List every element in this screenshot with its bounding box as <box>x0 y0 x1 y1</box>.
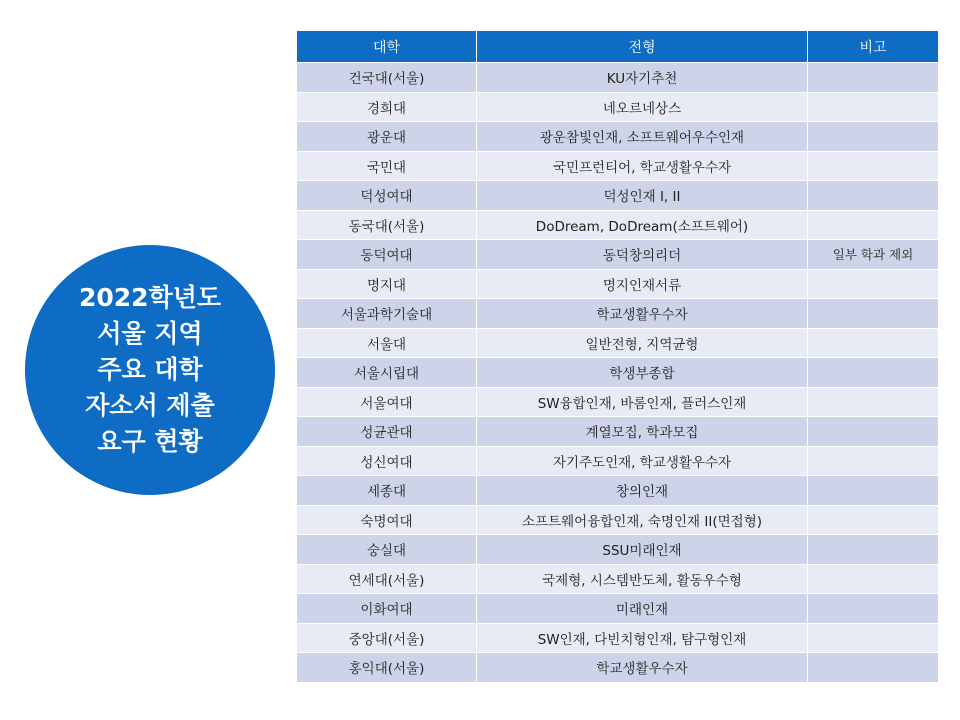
cell-admission-type: SSU미래인재 <box>477 535 808 565</box>
header-admission-type: 전형 <box>477 31 808 63</box>
cell-admission-type: KU자기추천 <box>477 63 808 93</box>
table-row <box>297 328 939 358</box>
cell-remarks <box>808 122 939 152</box>
cell-admission-type: 국제형, 시스템반도체, 활동우수형 <box>477 564 808 594</box>
cell-admission-type: 학교생활우수자 <box>477 299 808 329</box>
cell-remarks <box>808 151 939 181</box>
table-row <box>297 63 939 93</box>
title-circle <box>25 245 275 495</box>
header-university: 대학 <box>297 31 477 63</box>
table-row <box>297 446 939 476</box>
cell-university: 세종대 <box>297 476 477 506</box>
table-row <box>297 417 939 447</box>
table-row <box>297 594 939 624</box>
cell-university: 명지대 <box>297 269 477 299</box>
table-row <box>297 564 939 594</box>
cell-admission-type: 동덕창의리더 <box>477 240 808 270</box>
cell-remarks <box>808 623 939 653</box>
table-row <box>297 122 939 152</box>
cell-remarks <box>808 269 939 299</box>
cell-remarks <box>808 535 939 565</box>
cell-admission-type: 덕성인재 I, II <box>477 181 808 211</box>
cell-university: 서울시립대 <box>297 358 477 388</box>
cell-university: 숙명여대 <box>297 505 477 535</box>
cell-remarks <box>808 417 939 447</box>
table-row <box>297 299 939 329</box>
cell-university: 동국대(서울) <box>297 210 477 240</box>
title-line: 서울 지역 <box>97 319 203 348</box>
table-header-row <box>297 31 939 63</box>
table-row <box>297 92 939 122</box>
table-row <box>297 210 939 240</box>
cell-remarks <box>808 358 939 388</box>
table-row <box>297 181 939 211</box>
cell-university: 홍익대(서울) <box>297 653 477 683</box>
cell-university: 서울대 <box>297 328 477 358</box>
table-row <box>297 476 939 506</box>
cell-admission-type: 일반전형, 지역균형 <box>477 328 808 358</box>
cell-admission-type: 소프트웨어융합인재, 숙명인재 II(면접형) <box>477 505 808 535</box>
cell-admission-type: 창의인재 <box>477 476 808 506</box>
cell-university: 연세대(서울) <box>297 564 477 594</box>
table-row <box>297 623 939 653</box>
cell-remarks: 일부 학과 제외 <box>808 240 939 270</box>
table-row <box>297 535 939 565</box>
table-row <box>297 387 939 417</box>
cell-university: 덕성여대 <box>297 181 477 211</box>
cell-admission-type: 국민프런티어, 학교생활우수자 <box>477 151 808 181</box>
title-line: 2022학년도 <box>78 283 222 312</box>
cell-university: 서울여대 <box>297 387 477 417</box>
cell-admission-type: 미래인재 <box>477 594 808 624</box>
cell-admission-type: 학생부종합 <box>477 358 808 388</box>
cell-university: 국민대 <box>297 151 477 181</box>
table-row <box>297 240 939 270</box>
cell-university: 동덕여대 <box>297 240 477 270</box>
header-remarks: 비고 <box>808 31 939 63</box>
cell-university: 숭실대 <box>297 535 477 565</box>
cell-university: 이화여대 <box>297 594 477 624</box>
cell-remarks <box>808 564 939 594</box>
cell-remarks <box>808 446 939 476</box>
cell-admission-type: 자기주도인재, 학교생활우수자 <box>477 446 808 476</box>
cell-remarks <box>808 299 939 329</box>
cell-admission-type: DoDream, DoDream(소프트웨어) <box>477 210 808 240</box>
table-row <box>297 505 939 535</box>
cell-admission-type: 네오르네상스 <box>477 92 808 122</box>
table-row <box>297 269 939 299</box>
table-row <box>297 358 939 388</box>
cell-remarks <box>808 210 939 240</box>
cell-university: 건국대(서울) <box>297 63 477 93</box>
cell-remarks <box>808 594 939 624</box>
cell-university: 경희대 <box>297 92 477 122</box>
table-body <box>297 63 939 683</box>
table-row <box>297 653 939 683</box>
cell-university: 중앙대(서울) <box>297 623 477 653</box>
cell-university: 광운대 <box>297 122 477 152</box>
cell-admission-type: 계열모집, 학과모집 <box>477 417 808 447</box>
cell-admission-type: 학교생활우수자 <box>477 653 808 683</box>
title-line: 자소서 제출 <box>85 391 215 420</box>
admissions-table <box>296 30 939 683</box>
cell-admission-type: 명지인재서류 <box>477 269 808 299</box>
cell-admission-type: SW융합인재, 바롬인재, 플러스인재 <box>477 387 808 417</box>
title-line: 요구 현황 <box>97 427 203 456</box>
cell-university: 성균관대 <box>297 417 477 447</box>
cell-remarks <box>808 505 939 535</box>
cell-remarks <box>808 387 939 417</box>
cell-remarks <box>808 476 939 506</box>
table-row <box>297 151 939 181</box>
cell-admission-type: SW인재, 다빈치형인재, 탐구형인재 <box>477 623 808 653</box>
cell-remarks <box>808 181 939 211</box>
cell-university: 서울과학기술대 <box>297 299 477 329</box>
cell-university: 성신여대 <box>297 446 477 476</box>
cell-remarks <box>808 328 939 358</box>
cell-remarks <box>808 653 939 683</box>
cell-admission-type: 광운참빛인재, 소프트웨어우수인재 <box>477 122 808 152</box>
cell-remarks <box>808 63 939 93</box>
cell-remarks <box>808 92 939 122</box>
title-line: 주요 대학 <box>97 355 203 384</box>
